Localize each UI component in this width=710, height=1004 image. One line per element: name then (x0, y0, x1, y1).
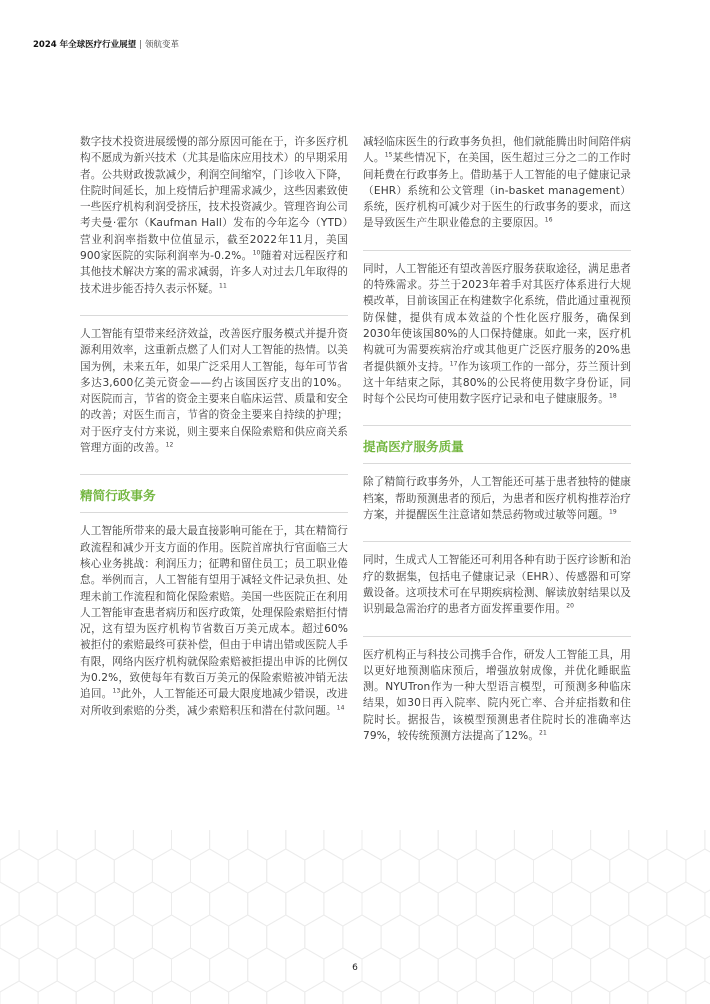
hexagon-shape (419, 981, 457, 1004)
hexagon-shape (648, 849, 686, 893)
hexagon-shape (686, 849, 710, 893)
section-heading-improve-quality: 提高医疗服务质量 (363, 439, 464, 455)
hexagon-shape (19, 882, 57, 926)
hexagon-shape (534, 981, 572, 1004)
hexagon-shape (229, 849, 267, 893)
hexagon-shape (133, 830, 171, 860)
hexagon-shape (629, 882, 667, 926)
hexagon-shape (438, 882, 476, 926)
header-separator: | (139, 40, 142, 50)
hexagon-shape (286, 882, 324, 926)
paragraph-divider (363, 636, 631, 637)
hexagon-shape (267, 849, 305, 893)
hexagon-shape (172, 830, 210, 860)
hexagon-shape (0, 882, 19, 926)
page-number: 6 (352, 963, 358, 973)
hexagon-shape (152, 849, 190, 893)
hexagon-shape (324, 882, 362, 926)
heading-divider (363, 463, 631, 464)
hexagon-shape (610, 915, 648, 959)
hexagon-shape (76, 849, 114, 893)
hexagon-shape (572, 981, 610, 1004)
hexagon-shape (476, 830, 514, 860)
body-paragraph: 人工智能所带来的最大最直接影响可能在于，其在精简行政流程和减少开支方面的作用。医院首席执行官面临三大核心业务挑战：利润压力；征聘和留住员工；员工职业倦怠。举例而言，人工智能有望用于减轻文件记录负担、处理未前工作流程和简化保险索赔。美国一些医院正在利用人工智能审查患者病历和医疗政策，处理保险索赔拒付情况，这有望为医疗机构节省数百万美元成本。超过60%被拒付的索赔最终可获补偿，但由于申请出错或医院人手有限，网络内医疗机构就保险索赔被拒提出申诉的比例仅为0.2%，致使每年有数百万美元的保险索赔被冲销无法追回。$^{13}$此外，人工智能还可最大限度地减少错误，改进对所收到索赔的分类，减少索赔积压和潜在付款问题。$^{14}$ (80, 525, 348, 717)
hexagon-shape (381, 849, 419, 893)
hexagon-shape (324, 830, 362, 860)
hexagon-shape (438, 830, 476, 860)
hexagon-shape (591, 830, 629, 860)
hexagon-shape (267, 981, 305, 1004)
hexagon-shape (57, 830, 95, 860)
hexagon-shape (0, 849, 38, 893)
hexagon-shape (400, 882, 438, 926)
footnote-ref: 18 (608, 392, 617, 400)
hexagon-shape (76, 981, 114, 1004)
footnote-ref: 16 (544, 216, 553, 224)
left-column (80, 134, 348, 737)
hexagon-shape (629, 830, 667, 860)
body-paragraph: 同时，生成式人工智能还可利用各种有助于医疗诊断和治疗的数据集，包括电子健康记录（EHR）、传感器和可穿戴设备。这项技术可在早期疾病检测、解读放射结果以及识别最急需治疗的患者方面发挥重要作用。$^{20}$ (363, 554, 631, 616)
hexagon-shape (38, 849, 76, 893)
section-divider (80, 474, 348, 475)
hexagon-shape (667, 830, 705, 860)
hexagon-shape (495, 981, 533, 1004)
hexagon-shape (305, 915, 343, 959)
hexagon-shape (191, 915, 229, 959)
hexagon-shape (152, 915, 190, 959)
footnote-ref: 19 (608, 508, 617, 516)
hexagon-shape (76, 915, 114, 959)
hexagon-shape (362, 830, 400, 860)
hexagon-shape (591, 882, 629, 926)
hexagon-shape (286, 830, 324, 860)
hexagon-shape (343, 849, 381, 893)
hexagon-shape (534, 849, 572, 893)
body-paragraph: 数字技术投资进展缓慢的部分原因可能在于，许多医疗机构不愿成为新兴技术（尤其是临床应用技术）的早期采用者。公共财政拨款减少，利润空间缩窄，门诊收入下降，住院时间延长，加上疫情后护理需求减少，这些因素致使一些医疗机构利润受挤压，技术投资减少。管理咨询公司考夫曼·霍尔（Kaufman Hall）发布的今年迄今（YTD）营业利润率指数中位值显示，截至2022年11月，美国900家医院的实际利润率为-0.2%。$^{10}$随着对远程医疗和其他技术解决方案的需求减弱，许多人对过去几年取得的技术进步能否持久表示怀疑。$^{11}$ (80, 136, 348, 295)
hexagon-shape (610, 981, 648, 1004)
hexagon-shape (572, 849, 610, 893)
hexagon-shape (0, 981, 38, 1004)
footnote-ref: 17 (449, 360, 458, 368)
hexagon-shape (172, 882, 210, 926)
hexagon-shape (705, 882, 710, 926)
hexagon-shape (38, 981, 76, 1004)
hexagon-shape (514, 830, 552, 860)
hexagon-shape (95, 830, 133, 860)
hexagon-shape (38, 915, 76, 959)
hexagon-shape (705, 830, 710, 860)
hexagon-shape (0, 915, 38, 959)
hexagon-shape (229, 915, 267, 959)
hexagon-shape (114, 981, 152, 1004)
hexagon-shape (667, 882, 705, 926)
running-header (33, 38, 179, 50)
hexagon-shape (457, 981, 495, 1004)
hexagon-shape (191, 981, 229, 1004)
hexagon-shape (553, 882, 591, 926)
hexagon-shape (381, 981, 419, 1004)
report-subtitle: 领航变革 (145, 40, 180, 50)
hexagon-shape (419, 849, 457, 893)
hexagon-shape (400, 830, 438, 860)
hexagon-shape (495, 915, 533, 959)
paragraph-divider (363, 541, 631, 542)
footnote-ref: 14 (336, 704, 345, 712)
hexagon-shape (191, 849, 229, 893)
hexagon-shape (648, 915, 686, 959)
body-paragraph: 医疗机构正与科技公司携手合作，研发人工智能工具，用以更好地预测临床预后，增强放射成像，并优化睡眠监测。NYUTron作为一种大型语言模型，可预测多种临床结果，如30日再入院率、院内死亡率、合并症指数和住院时长。据报告，该模型预测患者住院时长的准确率达79%，较传统预测方法提高了12%。$^{21}$ (363, 648, 631, 743)
hexagon-shape (419, 915, 457, 959)
hexagon-shape (267, 915, 305, 959)
hexagon-shape (457, 849, 495, 893)
hexagon-shape (114, 849, 152, 893)
hexagon-shape (362, 882, 400, 926)
hexagon-shape (686, 915, 710, 959)
hexagon-shape (343, 915, 381, 959)
paragraph-divider (80, 315, 348, 316)
hexagon-shape (152, 981, 190, 1004)
hexagon-shape (476, 882, 514, 926)
heading-divider (80, 512, 348, 513)
hexagon-shape (0, 830, 19, 860)
hexagon-shape (57, 882, 95, 926)
body-paragraph: 同时，人工智能还有望改善医疗服务获取途径，满足患者的特殊需求。芬兰于2023年着手对其医疗体系进行大规模改革，目前该国正在构建数字化系统，借此通过重视预防保健，提供有成本效益的个性化医疗服务，确保到2030年使该国80%的人口保持健康。如此一来，医疗机构就可为需要疾病治疗或其他更广泛医疗服务的20%患者提供额外支持。$^{17}$作为该项工作的一部分，芬兰预计到这十年结束之际，其80%的公民将使用数字身份证，同时每个公民均可使用数字医疗记录和电子健康服务。$^{18}$ (363, 262, 631, 406)
hexagon-shape (572, 915, 610, 959)
hexagon-shape (210, 830, 248, 860)
paragraph-divider (363, 250, 631, 251)
hexagon-shape (114, 915, 152, 959)
section-divider (363, 425, 631, 426)
hexagon-shape (686, 981, 710, 1004)
body-paragraph: 人工智能有望带来经济效益，改善医疗服务模式并提升资源利用效率，这重新点燃了人们对人工智能的热情。以美国为例，未来五年，如果广泛采用人工智能，每年可节省多达3,600亿美元资金——约占该国医疗支出的10%。对医院而言，节省的资金主要来自临床运营、质量和安全的改善；对医生而言，节省的资金主要来自持续的护理；对于医疗支付方来说，则主要来自保险索赔和供应商关系管理方面的改善。$^{12}$ (80, 327, 348, 455)
hexagon-shape (514, 882, 552, 926)
hexagon-shape (248, 830, 286, 860)
body-paragraph: 除了精简行政事务外，人工智能还可基于患者独特的健康档案，帮助预测患者的预后，为患者和医疗机构推荐治疗方案，并提醒医生注意诸如禁忌药物或过敏等问题。$^{19}$ (363, 476, 631, 522)
footnote-ref: 21 (539, 729, 547, 737)
hexagon-shape (534, 915, 572, 959)
hexagon-shape (381, 915, 419, 959)
hexagon-shape (95, 882, 133, 926)
footnote-ref: 11 (219, 282, 227, 290)
footnote-ref: 13 (112, 687, 121, 695)
right-column (363, 134, 631, 762)
footnote-ref: 15 (384, 151, 393, 159)
hexagon-shape (210, 882, 248, 926)
hexagon-shape (305, 849, 343, 893)
hexagon-shape (648, 981, 686, 1004)
footnote-ref: 12 (165, 441, 174, 449)
hexagon-shape (133, 882, 171, 926)
hexagon-shape (457, 915, 495, 959)
footnote-ref: 10 (252, 249, 261, 257)
hexagon-shape (229, 981, 267, 1004)
section-heading-streamline-admin: 精简行政事务 (80, 488, 156, 504)
hexagon-shape (610, 849, 648, 893)
hexagon-shape (19, 830, 57, 860)
body-paragraph: 减轻临床医生的行政事务负担，他们就能腾出时间陪伴病人。$^{15}$某些情况下，在美国，医生超过三分之二的工作时间耗费在行政事务上。借助基于人工智能的电子健康记录（EHR）系统和公文管理（in-basket management）系统，医疗机构可减少对于医生的行政事务的要求，而这是导致医生产生职业倦怠的主要原因。$^{16}$ (363, 136, 631, 230)
hexagon-shape (343, 981, 381, 1004)
footnote-ref: 20 (566, 602, 575, 610)
hexagon-shape (248, 882, 286, 926)
report-title: 2024 年全球医疗行业展望 (33, 40, 137, 50)
hexagon-shape (495, 849, 533, 893)
hexagon-shape (305, 981, 343, 1004)
hexagon-pattern-decoration (0, 830, 710, 1004)
hexagon-shape (553, 830, 591, 860)
